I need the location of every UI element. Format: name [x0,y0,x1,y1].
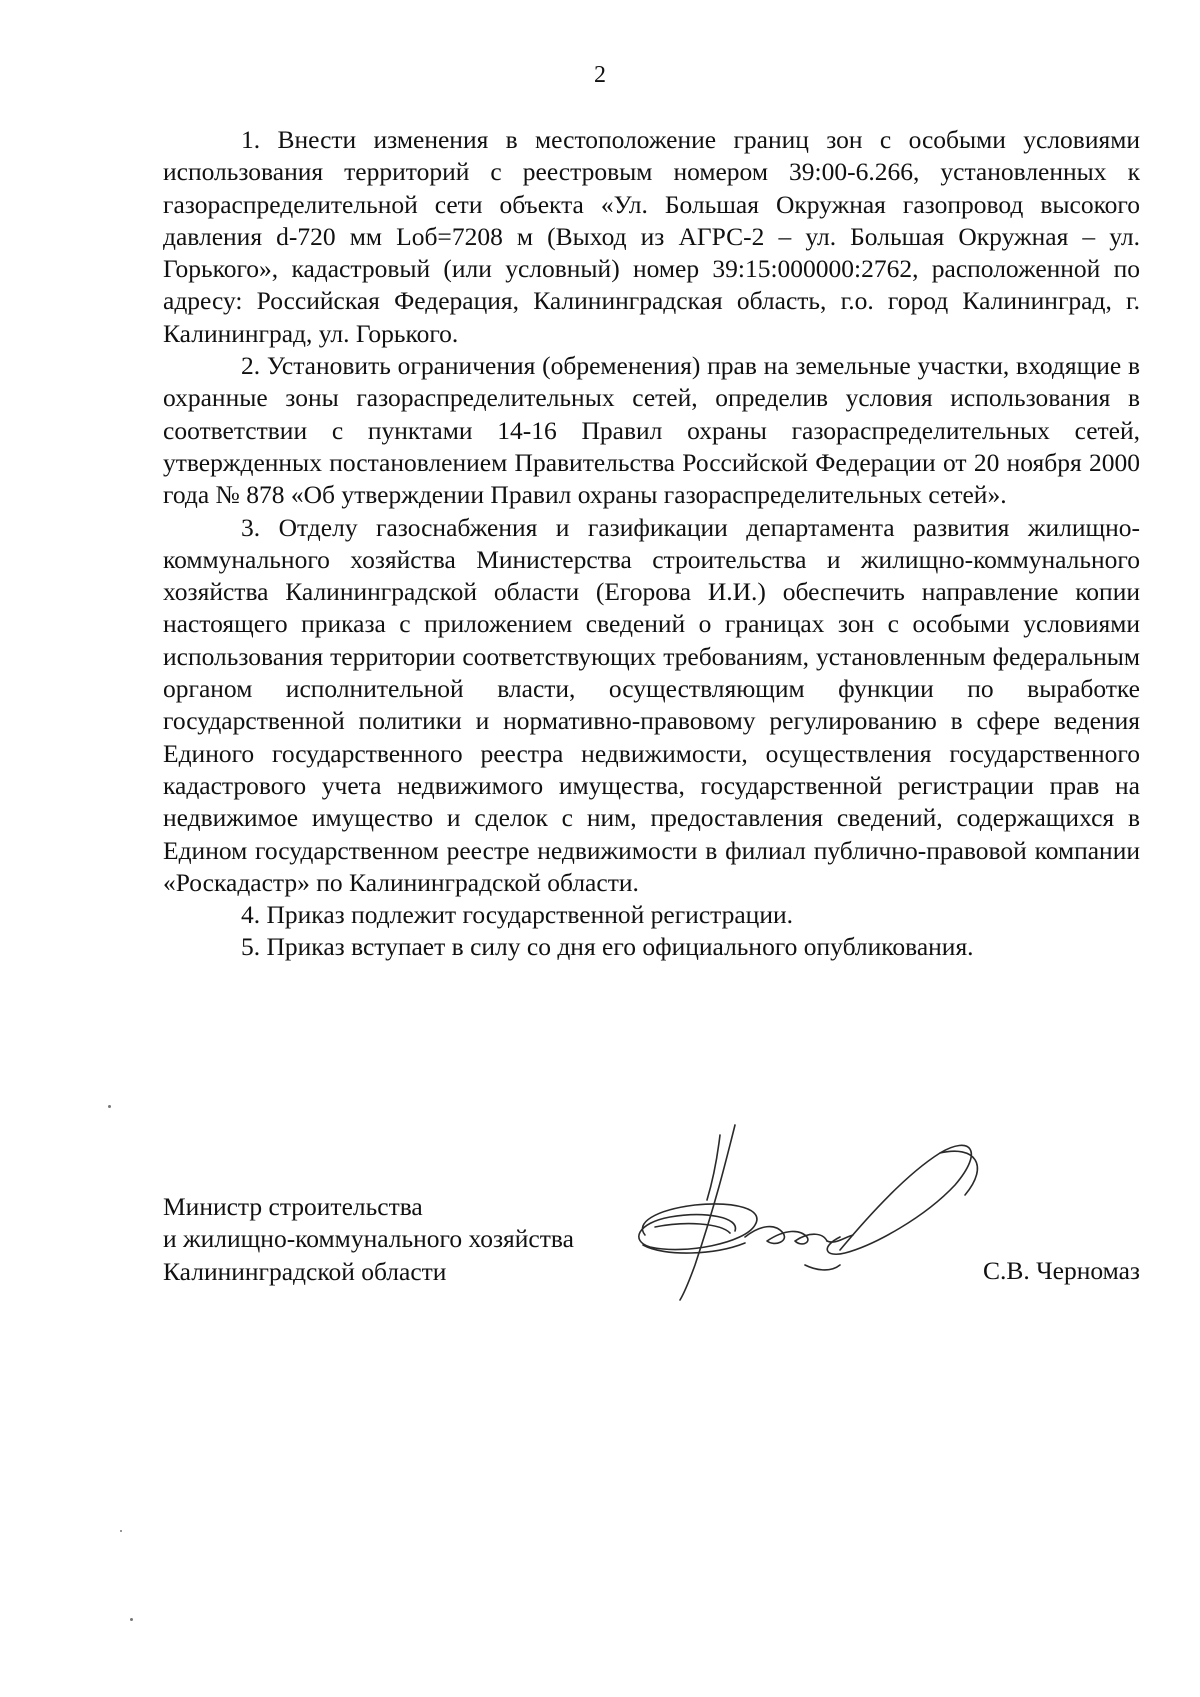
signatory-title-line-1: Министр строительства [163,1192,423,1221]
document-body [163,124,1140,964]
paragraph-2: 2. Установить ограничения (обременения) прав на земельные участки, входящие в охранные зоны газораспределительных сетей, определив условия использования в соответствии с пунктами 14-16 Правил охраны газораспределительных сетей, утвержденных постановлением Правительства Российской Федерации от 20 ноября 2000 года № 878 «Об утверждении Правил охраны газораспределительных сетей». [163,351,1140,510]
scan-speck [130,1618,133,1621]
signature-block [163,1191,1140,1301]
scan-speck [120,1530,122,1532]
page-number: 2 [594,62,606,88]
scan-speck [108,1105,111,1108]
paragraph-5: 5. Приказ вступает в силу со дня его официального опубликования. [241,932,974,962]
signatory-title-line-2: и жилищно-коммунального хозяйства [163,1224,574,1254]
paragraph-1: 1. Внести изменения в местоположение границ зон с особыми условиями использования территорий с реестровым номером 39:00-6.266, установленных к газораспределительной сети объекта «Ул. Большая Окружная газопровод высокого давления d-720 мм Lоб=7208 м (Выход из АГРС-2 – ул. Большая Окружная – ул. Горького», кадастровый (или условный) номер 39:15:000000:2762, расположенной по адресу: Российская Федерация, Калининградская область, г.о. город Калининград, г. Калининград, ул. Горького. [163,125,1140,348]
signatory-title-line-3: Калининградской области [163,1256,447,1286]
paragraph-4: 4. Приказ подлежит государственной регистрации. [241,900,793,930]
signatory-title [163,1191,663,1288]
paragraph-3: 3. Отделу газоснабжения и газификации департамента развития жилищно-коммунального хозяйства Министерства строительства и жилищно-коммунального хозяйства Калининградской области (Егорова И.И.) обеспечить направление копии настоящего приказа с приложением сведений о границах зон с особыми условиями использования территории соответствующих требованиям, установленным федеральным органом исполнительной власти, осуществляющим функции по выработке государственной политики и нормативно-правовому регулированию в сфере ведения Единого государственного реестра недвижимости, осуществления государственного кадастрового учета недвижимого имущества, государственной регистрации прав на недвижимое имущество и сделок с ним, предоставления сведений, содержащихся в Едином государственном реестре недвижимости в филиал публично-правовой компании «Роскадастр» по Калининградской области. [163,512,1140,897]
signatory-name: С.В. Черномаз [982,1256,1140,1285]
